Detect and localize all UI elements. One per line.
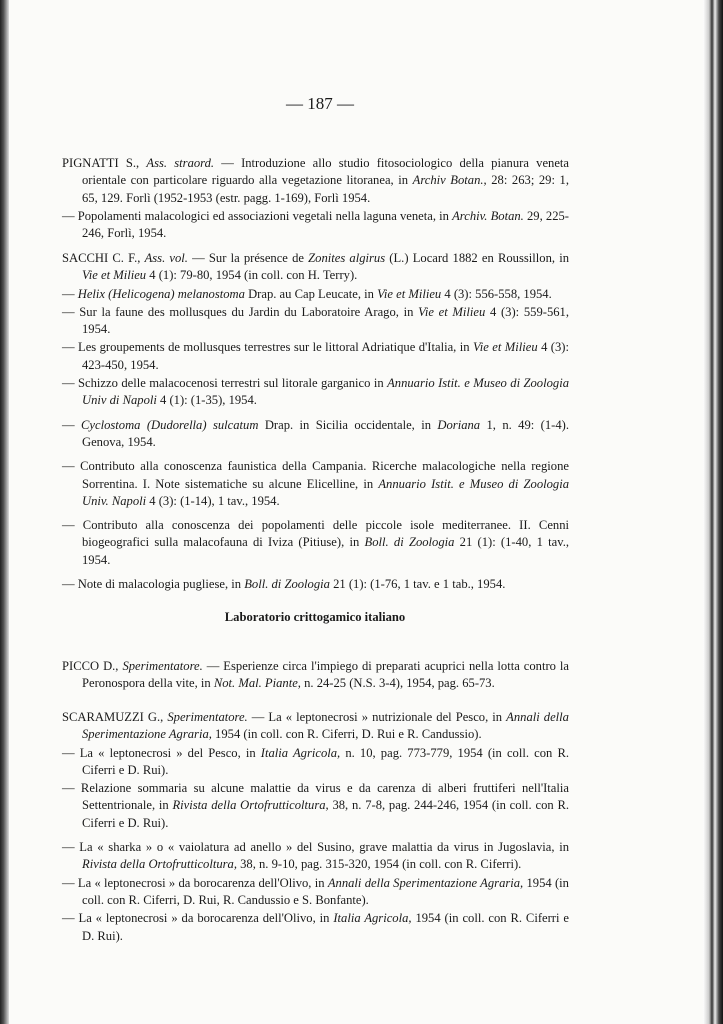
scan-right-edge	[703, 0, 723, 1024]
entry-italic-text: Archiv Botan.,	[412, 173, 487, 188]
entry-text: 4 (3): 423-450, 1954.	[82, 340, 569, 372]
entry-text: Drap. au Cap Leucate, in	[244, 286, 378, 301]
entry-text: — La « sharka » o « vaiolatura ad anello » del Susino, grave malattia da virus in Jugoslavia, in	[62, 840, 569, 855]
entry-italic-text: Ass. vol.	[144, 251, 188, 265]
entry-text: 38, n. 7-8, pag. 244-246, 1954 (in coll. con R. Ciferri e D. Rui).	[82, 798, 569, 830]
entry-italic-text: Sperimentatore.	[122, 659, 203, 673]
bibliography-pignatti	[62, 155, 569, 243]
entry-text: Drap. in Sicilia occidentale, in	[258, 417, 438, 432]
entry-text: 4 (1): (1-35), 1954.	[156, 393, 257, 408]
entry-text: SCARAMUZZI G.,	[62, 710, 168, 724]
entry-text: — Popolamenti malacologici ed associazioni vegetali nella laguna veneta, in	[62, 208, 453, 223]
entry-text: — Schizzo delle malacocenosi terrestri sul litorale garganico in	[62, 376, 388, 391]
bibliography-entry	[62, 417, 569, 452]
bibliography-scaramuzzi	[62, 709, 569, 946]
entry-text: 38, n. 9-10, pag. 315-320, 1954 (in coll. con R. Ciferri).	[236, 857, 522, 872]
entry-italic-text: Italia Agricola,	[333, 911, 412, 926]
entry-italic-text: Annali della Sperimentazione Agraria,	[327, 875, 524, 890]
bibliography-entry	[62, 910, 569, 945]
entry-text: 21 (1): (1-76, 1 tav. e 1 tab., 1954.	[329, 577, 506, 592]
entry-italic-text: Boll. di Zoologia	[244, 577, 330, 592]
bibliography-entry	[62, 658, 569, 693]
bibliography-entry	[62, 155, 569, 207]
entry-text: PIGNATTI S.,	[62, 156, 147, 170]
entry-text: 1, n. 49: (1-4). Genova, 1954.	[82, 417, 569, 449]
entry-text: 21 (1): (1-40, 1 tav., 1954.	[82, 535, 570, 567]
page-number: — 187 —	[286, 94, 354, 113]
entry-text: — Sur la faune des mollusques du Jardin du Laboratoire Arago, in	[62, 304, 419, 319]
entry-text: — La « leptonecrosi » nutrizionale del Pesco, in	[247, 710, 507, 724]
entry-text: —	[62, 417, 81, 432]
scan-left-edge	[0, 0, 9, 1024]
bibliography-entry	[62, 709, 569, 744]
entry-italic-text: Doriana	[437, 417, 481, 432]
bibliography-picco	[62, 658, 569, 694]
entry-italic-text: Annuario Istit. e Museo di Zoologia Univ. Napoli	[82, 476, 570, 508]
bibliography-entry	[62, 839, 569, 874]
entry-italic-text: Vie et Milieu	[377, 286, 442, 301]
entry-italic-text: Vie et Milieu	[472, 340, 538, 355]
entry-text: — La « leptonecrosi » da borocarenza dell'Olivo, in	[62, 911, 334, 926]
entry-text: — Introduzione allo studio fitosociologico della pianura veneta orientale con particolare riguardo alla vegetazione litoranea, in	[82, 156, 570, 188]
entry-italic-text: Annuario Istit. e Museo di Zoologia Univ di Napoli	[82, 376, 569, 408]
bibliography-entry	[62, 875, 569, 910]
entry-text: PICCO D.,	[62, 659, 123, 673]
bibliography-entry	[62, 458, 569, 510]
entry-text: n. 24-25 (N.S. 3-4), 1954, pag. 65-73.	[300, 676, 495, 691]
entry-italic-text: Annali della Sperimentazione Agraria,	[82, 710, 569, 742]
entry-text: — Note di malacologia pugliese, in	[62, 577, 245, 592]
entry-text: 28: 263; 29: 1, 65, 129. Forlì (1952-1953 (estr. pagg. 1-169), Forlì 1954.	[82, 173, 569, 205]
bibliography-entry	[62, 250, 569, 285]
bibliography-entry	[62, 208, 569, 243]
bibliography-entry	[62, 780, 569, 832]
entry-text: 1954 (in coll. con R. Ciferri e D. Rui).	[82, 911, 569, 943]
entry-text: — Contributo alla conoscenza dei popolamenti delle piccole isole mediterranee. II. Cenni biogeografici sulla malacofauna di Iviza (Pitiuse), in	[62, 518, 569, 550]
bibliography-entry	[62, 745, 569, 780]
bibliography-entry	[62, 576, 569, 593]
entry-italic-text: Ass. straord.	[146, 156, 215, 170]
entry-italic-text: Archiv. Botan.	[452, 208, 524, 223]
entry-text: 4 (3): (1-14), 1 tav., 1954.	[146, 493, 280, 508]
entry-text: 4 (3): 556-558, 1954.	[441, 286, 552, 301]
section-heading: Laboratorio crittogamico italiano	[224, 610, 406, 624]
bibliography-entry	[62, 304, 569, 339]
entry-text: (L.) Locard 1882 en Roussillon, in	[385, 251, 569, 265]
entry-italic-text: Zonites algirus	[308, 251, 386, 265]
entry-italic-text: Cyclostoma (Dudorella) sulcatum	[81, 417, 259, 432]
entry-text: SACCHI C. F.,	[62, 251, 145, 265]
entry-text: — La « leptonecrosi » del Pesco, in	[62, 745, 261, 760]
bibliography-entry	[62, 286, 569, 303]
entry-italic-text: Not. Mal. Piante,	[213, 676, 301, 691]
entry-text: 29, 225-246, Forlì, 1954.	[82, 208, 569, 241]
entry-italic-text: Rivista della Ortofrutticoltura,	[82, 857, 237, 872]
entry-italic-text: Helix (Helicogena) melanostoma	[77, 286, 245, 301]
entry-text: 1954 (in coll. con R. Ciferri, D. Rui, R. Candussio e S. Bonfante).	[82, 875, 569, 907]
entry-text: 4 (1): 79-80, 1954 (in coll. con H. Terry).	[146, 268, 358, 283]
bibliography-entry	[62, 375, 569, 410]
entry-text: —	[62, 286, 78, 301]
entry-italic-text: Vie et Milieu	[418, 304, 486, 319]
entry-text: — Contributo alla conoscenza faunistica della Campania. Ricerche malacologiche nella regione Sorrentina. I. Note sistematiche su alcune Elicelline, in	[62, 459, 569, 491]
entry-italic-text: Italia Agricola,	[260, 745, 341, 760]
entry-text: — Relazione sommaria su alcune malattie da virus e da carenza di alberi fruttiferi nell'Italia Settentrionale, in	[62, 781, 569, 813]
entry-italic-text: Rivista della Ortofrutticoltura,	[172, 798, 329, 813]
entry-italic-text: Vie et Milieu	[82, 268, 147, 283]
bibliography-entry	[62, 517, 569, 569]
entry-text: — Sur la présence de	[187, 251, 309, 265]
entry-text: 1954 (in coll. con R. Ciferri, D. Rui e R. Candussio).	[211, 727, 482, 742]
entry-italic-text: Boll. di Zoologia	[364, 535, 455, 550]
bibliography-sacchi	[62, 250, 569, 600]
entry-italic-text: Sperimentatore.	[167, 710, 248, 724]
entry-text: — Esperienze circa l'impiego di preparati acuprici nella lotta contro la Peronospora della vite, in	[82, 659, 569, 691]
entry-text: — Les groupements de mollusques terrestres sur le littoral Adriatique d'Italia, in	[62, 340, 473, 355]
entry-text: n. 10, pag. 773-779, 1954 (in coll. con R. Ciferri e D. Rui).	[82, 745, 569, 777]
entry-text: — La « leptonecrosi » da borocarenza dell'Olivo, in	[62, 875, 328, 890]
bibliography-entry	[62, 339, 569, 374]
entry-text: 4 (3): 559-561, 1954.	[82, 304, 569, 337]
